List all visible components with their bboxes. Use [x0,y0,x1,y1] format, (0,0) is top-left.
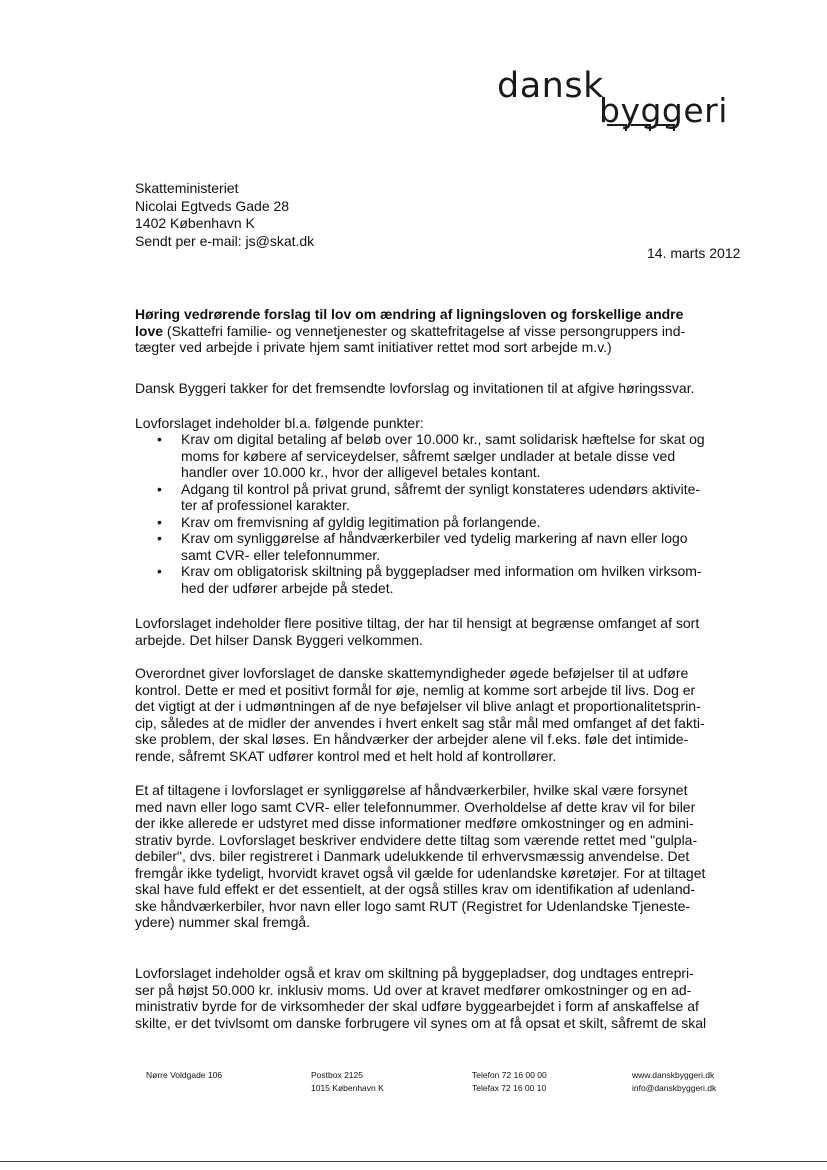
address-line: Sendt per e-mail: js@skat.dk [135,232,315,249]
bullet-dot-icon: • [157,480,162,497]
footer-postbox: Postbox 2125 [311,1070,363,1080]
text-line: ske problem, der skal løses. En håndværker der arbejder alene vil f.eks. føle det intimide- [135,731,689,747]
page-bottom-rule [0,1161,827,1162]
bullet-item [135,530,755,563]
subject-bold-line: Høring vedrørende forslag til lov om ændring af ligningsloven og forskellige andre [135,306,684,322]
letter-date: 14. marts 2012 [647,245,741,261]
bullet-text-line: moms for købere af serviceydelser, såfremt sælger undlader at betale disse ved [181,447,676,464]
text-line: der ikke allerede er udstyret med disse informationer medføre omkostninger og en admini- [135,815,694,831]
logo-word-dansk: dansk [497,66,604,106]
text-line: rende, såfremt SKAT udfører kontrol med et helt hold af kontrollører. [135,747,557,764]
paragraph-vehicles [135,782,747,931]
bullet-item [135,481,755,514]
footer-fax: Telefax 72 16 00 10 [472,1083,547,1093]
paragraph-positive [135,615,747,648]
bullet-text-line: Krav om synliggørelse af håndværkerbiler ved tydelig markering af navn eller logo [181,530,688,546]
bullet-text-line: Adgang til kontrol på privat grund, såfremt der synligt konstateres udendørs aktivite- [181,480,701,497]
bullet-text-line: handler over 10.000 kr., hvor der alligevel betales kontant. [181,464,541,480]
text-line: cip, således at de midler der anvendes i hvert enkelt sag står mål med omfanget af det fakti- [135,714,705,731]
text-line: det vigtigt at der i udmøntningen af de nye beføjelser vil blive anlagt et proportionalitetsprin- [135,698,701,714]
paragraph-overall [135,665,747,764]
text-line: Overordnet giver lovforslaget de danske skattemyndigheder øgede beføjelser til at udføre [135,665,689,681]
subject-bold-line: love [135,322,164,339]
text-line: Lovforslaget indeholder også et krav om skiltning på byggepladser, dog undtages entrepri- [135,965,694,981]
bullet-list [135,431,755,596]
bullet-dot-icon: • [157,513,162,530]
bullet-text-line: samt CVR- eller telefonnummer. [181,546,381,563]
text-line: ser på højst 50.000 kr. inklusiv moms. Ud over at kravet medfører omkostninger og en ad- [135,981,692,998]
footer-web-link[interactable]: www.danskbyggeri.dk [632,1070,715,1080]
address-line: Nicolai Egtveds Gade 28 [135,197,290,214]
logo-word-byggeri: byggeri [599,91,728,130]
text-line: fremgår ikke tydeligt, hvorvidt kravet også vil gælde for udenlandske køretøjer. For at tiltaget [135,864,706,881]
bullet-text-line: ter af professionel karakter. [181,497,350,513]
text-line: debiler", dvs. biler registreret i Danmark udelukkende til erhvervsmæssig anvendelse. Det [135,848,690,864]
footer-postal [311,1069,384,1095]
text-line: Lovforslaget indeholder flere positive tiltag, der har til hensigt at begrænse omfanget af sort [135,615,700,631]
bullet-dot-icon: • [157,530,162,546]
text-line: skal have fuld effekt er det essentielt, at der også stilles krav om identifikation af udenland- [135,881,696,897]
subject-detail: tægter ved arbejde i private hjem samt initiativer rettet mod sort arbejde m.v.) [135,339,612,355]
text-line: arbejde. Det hilser Dansk Byggeri velkommen. [135,631,423,648]
subject-detail: (Skattefri familie- og vennetjenester og skattefritagelse af visse persongruppers ind- [163,322,686,339]
text-line: kontrol. Dette er med et positivt formål for øje, nemlig at komme sort arbejde til livs. Dog er [135,681,696,698]
text-line: ydere) nummer skal fremgå. [135,914,311,930]
bullet-text-line: Krav om digital betaling af beløb over 10.000 kr., samt solidarisk hæftelse for skat og [181,431,705,447]
bullet-text-line: Krav om obligatorisk skiltning på byggepladser med information om hvilken virksom- [181,563,702,579]
recipient-address [135,180,314,250]
footer-street: Nørre Voldgade 106 [146,1070,223,1080]
bullet-dot-icon: • [157,563,162,579]
text-line: Et af tiltagene i lovforslaget er synliggørelse af håndværkerbiler, hvilke skal være forsynet [135,782,688,798]
address-line: 1402 København K [135,215,255,231]
text-line: Lovforslaget indeholder bl.a. følgende punkter: [135,415,424,431]
subject-heading [135,306,747,356]
footer-online [632,1069,716,1095]
text-line: ske håndværkerbiler, hvor navn eller logo samt RUT (Registret for Udenlandske Tjeneste- [135,897,691,914]
logo-underline-marks [607,124,677,132]
text-line: med navn eller logo samt CVR- eller telefonnummer. Overholdelse af dette krav vil for biler [135,798,696,815]
text-line: strativ byrde. Lovforslaget beskriver endvidere dette tiltag som værende rettet med "gulpla- [135,831,698,848]
text-line: ministrativ byrde for de virksomheder der skal udføre byggearbejdet i form af anskaffelse af [135,998,699,1014]
footer-city: 1015 København K [311,1083,384,1093]
footer-email-link[interactable]: info@danskbyggeri.dk [632,1083,717,1093]
paragraph-signage [135,965,747,1031]
paragraph-points-intro [135,415,747,432]
bullet-text-line: Krav om fremvisning af gyldig legitimation på forlangende. [181,513,541,530]
dansk-byggeri-logo [497,66,757,130]
bullet-dot-icon: • [157,431,162,447]
text-line: skilte, er det tvivlsomt om danske forbrugere vil synes om at få opsat et skilt, såfremt de skal [135,1014,707,1031]
footer-phone: Telefon 72 16 00 00 [472,1070,547,1080]
bullet-item [135,431,755,481]
letter-footer [0,1069,827,1109]
text-line: Dansk Byggeri takker for det fremsendte lovforslag og invitationen til at afgive høringssvar. [135,380,695,396]
bullet-item [135,563,755,596]
footer-contact [472,1069,547,1095]
paragraph-intro [135,380,747,397]
bullet-item [135,514,755,531]
bullet-text-line: hed der udfører arbejde på stedet. [181,579,394,596]
address-line: Skatteministeriet [135,180,239,196]
